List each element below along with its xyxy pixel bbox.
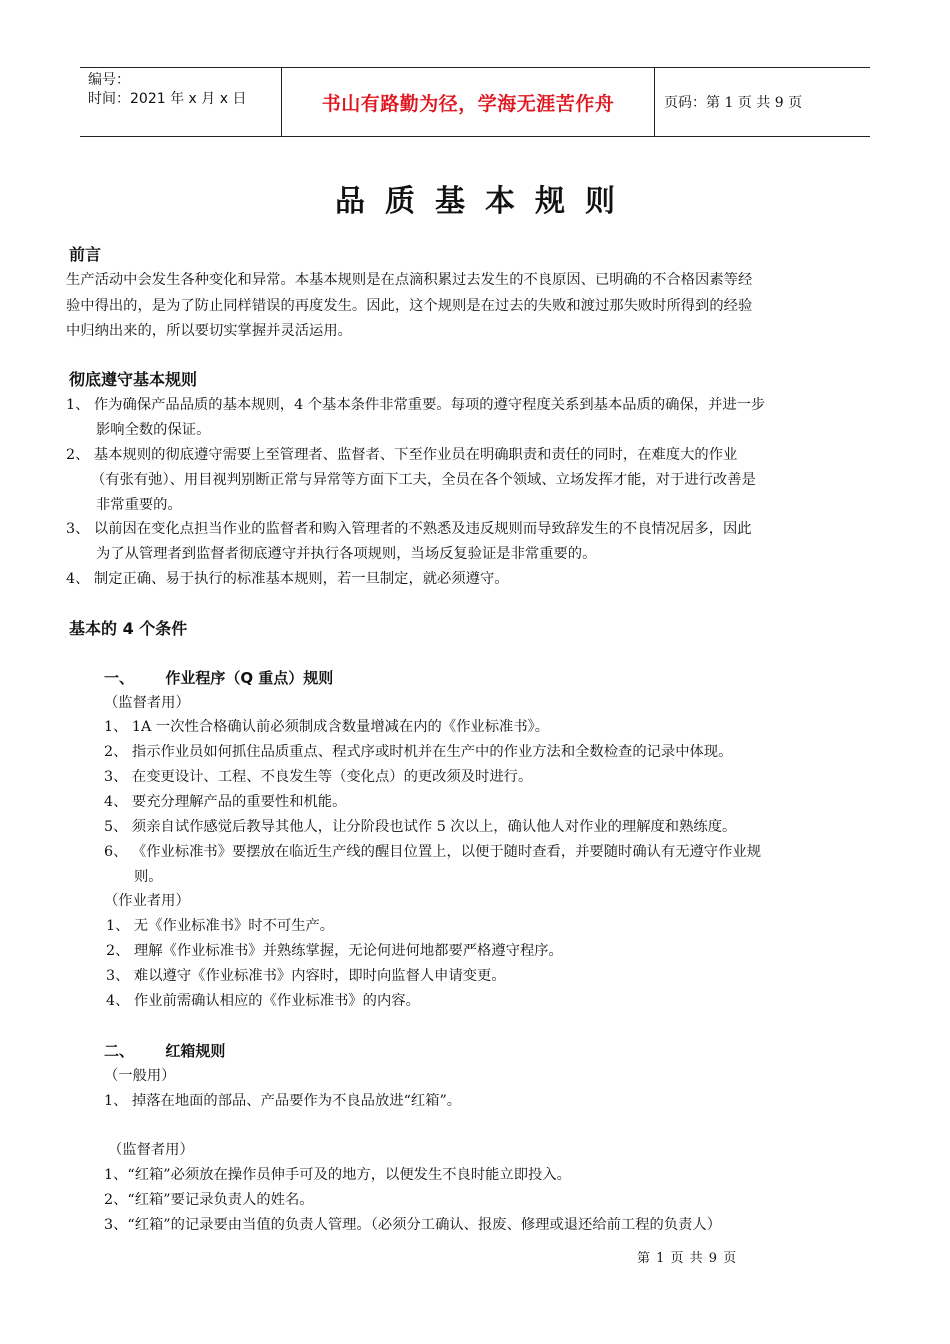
document-title: 品质基本规则 <box>335 184 635 219</box>
number-label: 编号： <box>88 72 130 88</box>
worker-item: 3、 难以遵守《作业标准书》内容时，即时向监督人申请变更。 <box>106 968 506 984</box>
preface-heading: 前言 <box>69 245 102 264</box>
section1-item: 则。 <box>134 869 163 885</box>
section2-heading: 二、 红箱规则 <box>104 1042 226 1060</box>
date-label: 时间：2021 年 x 月 x 日 <box>88 91 247 107</box>
section1-item: 2、 指示作业员如何抓住品质重点、程式序或时机并在生产中的作业方法和全数检查的记录中体现。 <box>104 744 733 760</box>
worker-item: 1、 无《作业标准书》时不可生产。 <box>106 918 335 934</box>
section1-heading: 一、 作业程序（Q 重点）规则 <box>104 669 334 687</box>
section2-item: 1、“红箱”必须放在操作员伸手可及的地方，以便发生不良时能立即投入。 <box>104 1167 571 1183</box>
section1-item: 3、 在变更设计、工程、不良发生等（变化点）的更改须及时进行。 <box>104 769 533 785</box>
observe-heading: 彻底遵守基本规则 <box>69 370 198 389</box>
worker-item: 4、 作业前需确认相应的《作业标准书》的内容。 <box>106 993 420 1009</box>
header-page-info: 页码：第 1 页 共 9 页 <box>664 95 803 111</box>
supervisor-label: （监督者用） <box>104 695 190 711</box>
header-meta-cell <box>80 68 282 136</box>
preface-line: 生产活动中会发生各种变化和异常。本基本规则是在点滴积累过去发生的不良原因、已明确的不合格因素等经 <box>66 272 753 288</box>
document-header <box>80 67 870 137</box>
header-motto: 书山有路勤为径，学海无涯苦作舟 <box>282 68 655 136</box>
worker-label: （作业者用） <box>104 893 190 909</box>
section2-item: 2、“红箱”要记录负责人的姓名。 <box>104 1192 314 1208</box>
general-label: （一般用） <box>104 1068 176 1084</box>
conditions-heading: 基本的 4 个条件 <box>69 619 188 638</box>
observe-line: 2、 基本规则的彻底遵守需要上至管理者、监督者、下至作业员在明确职责和责任的同时，在难度大的作业 <box>66 447 738 463</box>
section1-item: 1、 1A 一次性合格确认前必须制成含数量增减在内的《作业标准书》。 <box>104 719 550 735</box>
section1-item: 6、 《作业标准书》要摆放在临近生产线的醒目位置上，以便于随时查看，并要随时确认有无遵守作业规 <box>104 844 761 860</box>
section2-item: 3、“红箱”的记录要由当值的负责人管理。（必须分工确认、报废、修理或退还给前工程的负责人） <box>104 1217 722 1233</box>
worker-item: 2、 理解《作业标准书》并熟练掌握，无论何进何地都要严格遵守程序。 <box>106 943 563 959</box>
supervisor-label: （监督者用） <box>108 1142 194 1158</box>
observe-line: 影响全数的保证。 <box>96 422 211 438</box>
observe-line: （有张有弛）、用目视判别断正常与异常等方面下工夫，全员在各个领域、立场发挥才能，对于进行改善是 <box>91 472 756 488</box>
section2-item: 1、 掉落在地面的部品、产品要作为不良品放进“红箱”。 <box>104 1093 462 1109</box>
preface-line: 中归纳出来的，所以要切实掌握并灵活运用。 <box>66 323 352 339</box>
observe-line: 3、 以前因在变化点担当作业的监督者和购入管理者的不熟悉及违反规则而导致辞发生的不良情况居多，因此 <box>66 521 752 537</box>
observe-line: 为了从管理者到监督者彻底遵守并执行各项规则，当场反复验证是非常重要的。 <box>96 546 597 562</box>
section1-item: 4、 要充分理解产品的重要性和机能。 <box>104 794 347 810</box>
preface-line: 验中得出的，是为了防止同样错误的再度发生。因此，这个规则是在过去的失败和渡过那失败时所得到的经验 <box>66 298 753 314</box>
observe-line: 非常重要的。 <box>96 497 182 513</box>
section1-item: 5、 须亲自试作感觉后教导其他人，让分阶段也试作 5 次以上，确认他人对作业的理解度和熟练度。 <box>104 819 737 835</box>
observe-line: 4、 制定正确、易于执行的标准基本规则，若一旦制定，就必须遵守。 <box>66 571 509 587</box>
page-footer: 第 1 页 共 9 页 <box>637 1251 738 1266</box>
observe-line: 1、 作为确保产品品质的基本规则，4 个基本条件非常重要。每项的遵守程度关系到基本品质的确保，并进一步 <box>66 397 766 413</box>
